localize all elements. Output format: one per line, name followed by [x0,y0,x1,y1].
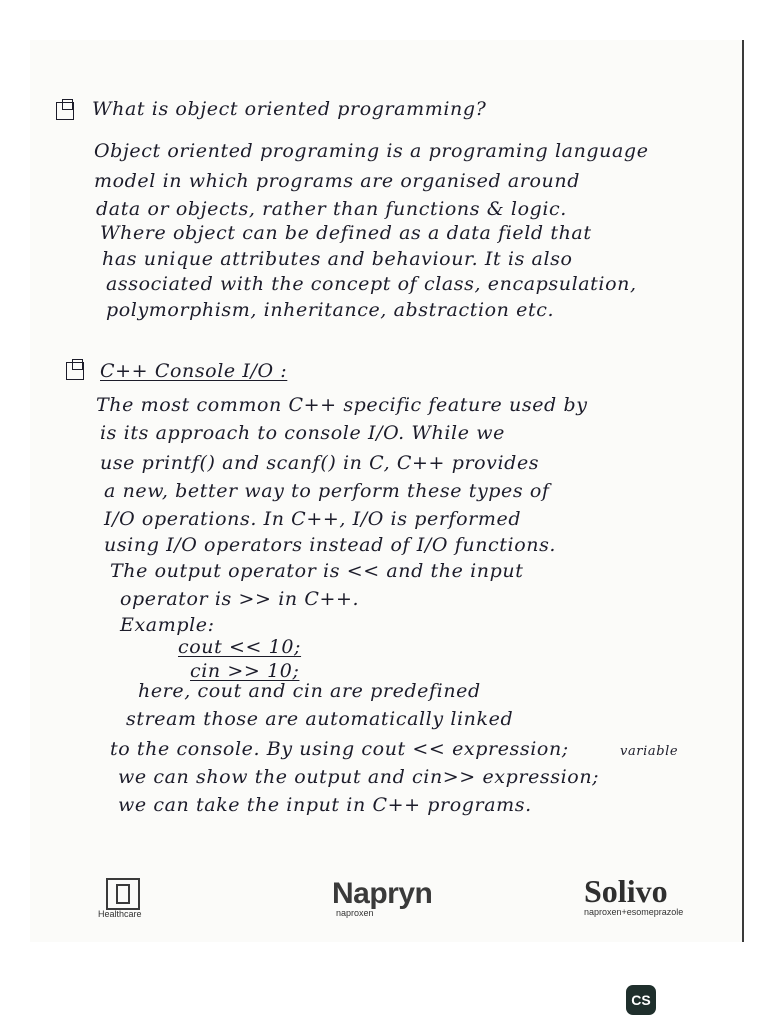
text-line: has unique attributes and behaviour. It is also [102,248,573,270]
question-heading: What is object oriented programming? [92,98,487,120]
text-line: associated with the concept of class, encapsulation, [106,273,637,295]
camscanner-badge[interactable]: CS [626,985,656,1015]
text-line: The output operator is << and the input [110,560,524,582]
healthcare-logo [98,878,142,922]
example-label: Example: [120,614,215,636]
napryn-brand: Napryn [332,877,433,910]
text-line: model in which programs are organised around [94,170,580,192]
healthcare-logo-text: Healthcare [98,909,142,919]
text-line: to the console. By using cout << expression; [110,738,569,760]
code-line: cin >> 10; [190,660,300,682]
text-line: is its approach to console I/O. While we [100,422,505,444]
text-line: data or objects, rather than functions & logic. [96,198,567,220]
text-line: Object oriented programing is a programing language [94,140,649,162]
text-line: stream those are automatically linked [126,708,514,730]
solivo-subtext: naproxen+esomeprazole [584,907,684,917]
text-line: we can show the output and cin>> expression; [118,766,600,788]
text-line: I/O operations. In C++, I/O is performed [104,508,522,530]
code-line: cout << 10; [178,636,302,658]
napryn-subtext: naproxen [336,908,374,918]
bullet-box-icon [56,102,74,120]
text-line: polymorphism, inheritance, abstraction etc. [106,299,555,321]
bullet-box-icon [66,362,84,380]
text-line: operator is >> in C++. [120,588,360,610]
text-line: here, cout and cin are predefined [138,680,481,702]
healthcare-mark-icon [106,878,140,910]
text-line: using I/O operators instead of I/O functions. [104,534,557,556]
solivo-brand: Solivo [584,873,668,909]
section-heading: C++ Console I/O : [100,360,288,382]
text-line: The most common C++ specific feature used by [96,394,588,416]
text-line: use printf() and scanf() in C, C++ provides [100,452,540,474]
annotation-variable: variable [620,744,679,759]
text-line: a new, better way to perform these types of [104,480,550,502]
text-line: Where object can be defined as a data field that [100,222,592,244]
text-line: we can take the input in C++ programs. [118,794,532,816]
